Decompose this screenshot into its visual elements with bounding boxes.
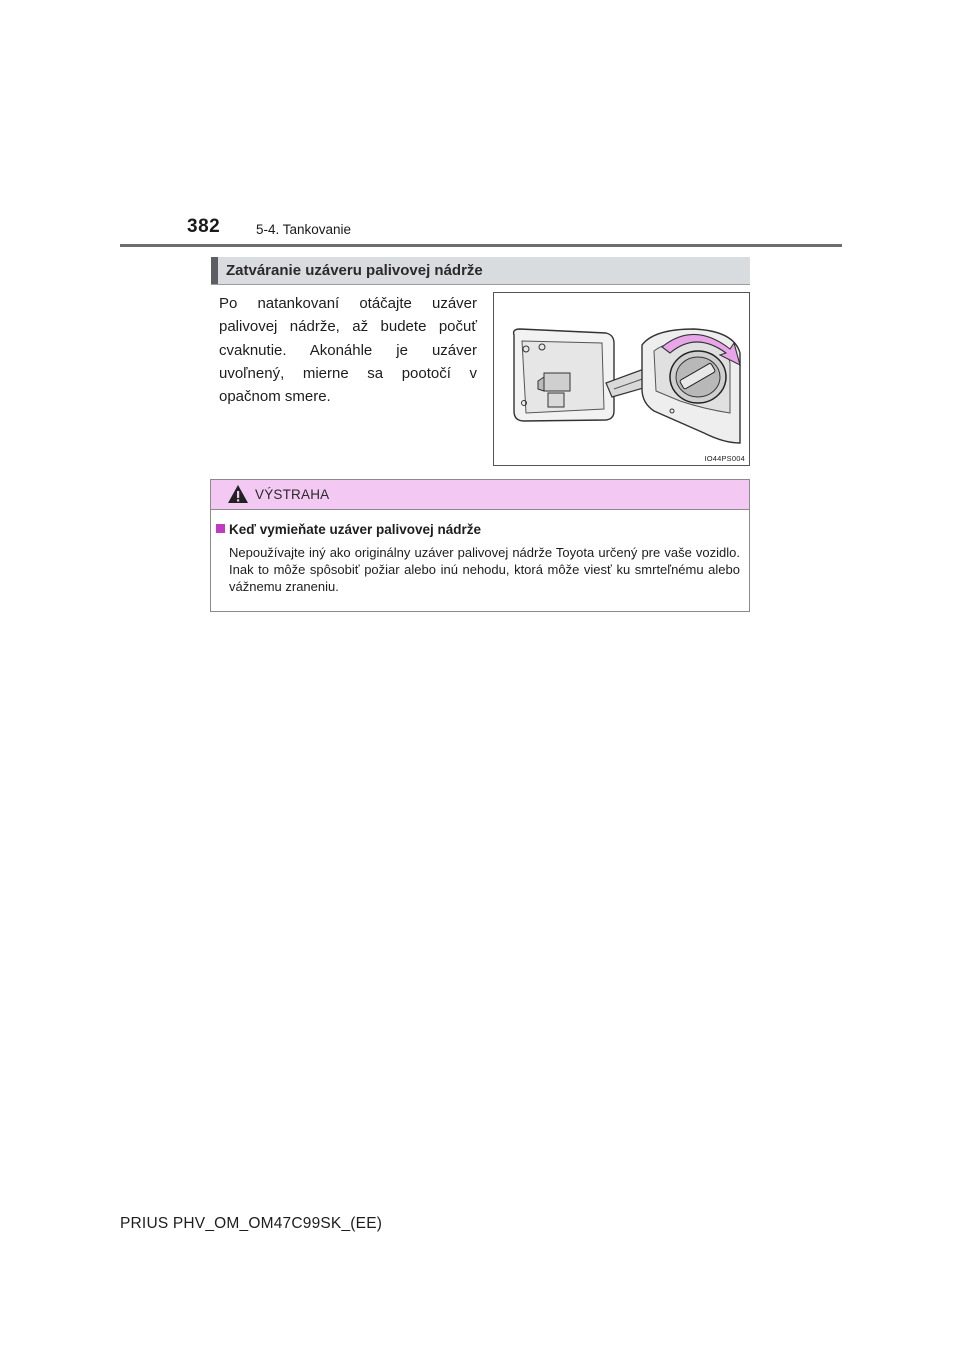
footer-doc-code: PRIUS PHV_OM_OM47C99SK_(EE) (120, 1215, 383, 1232)
subheading-bar (211, 257, 218, 284)
header-rule (120, 244, 842, 247)
fuel-door-drawing (494, 293, 749, 465)
subheading (211, 257, 750, 285)
fuel-cap-illustration (493, 292, 750, 466)
warning-triangle-icon (227, 484, 249, 504)
warning-item-title: Keď vymieňate uzáver palivovej nádrže (229, 522, 482, 537)
subheading-title: Zatváranie uzáveru palivovej nádrže (226, 262, 483, 279)
figure-code: IO44PS004 (704, 454, 745, 463)
warning-header (211, 480, 749, 510)
warning-item-heading (216, 522, 481, 537)
warning-box (210, 479, 750, 612)
instruction-paragraph: Po natankovaní otáčajte uzáver palivovej nádrže, až budete počuť cvaknutie. Akonáhle je uzáver uvoľnený, mierne sa pootočí v opačnom smere. (219, 295, 477, 406)
warning-label: VÝSTRAHA (255, 487, 330, 502)
page-number: 382 (187, 216, 221, 237)
warning-item-text: Nepoužívajte iný ako originálny uzáver palivovej nádrže Toyota určený pre vaše vozidlo. Inak to môže spôsobiť požiar alebo inú nehodu, ktorá môže viesť ku smrteľnému alebo vážnemu zraneniu. (229, 545, 740, 594)
section-title: 5-4. Tankovanie (256, 222, 352, 237)
bullet-square-icon (216, 524, 225, 533)
